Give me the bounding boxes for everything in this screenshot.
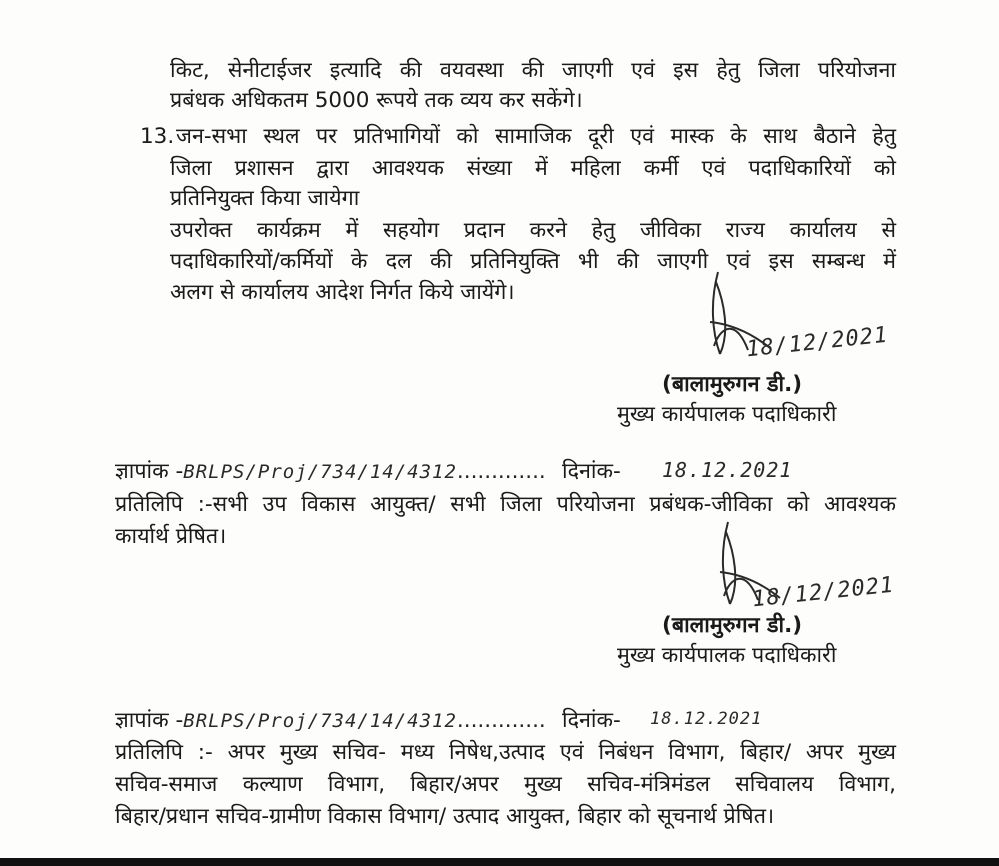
handwritten-date: 18/12/2021 (745, 322, 890, 363)
copy-line: सचिव-समाज कल्याण विभाग, बिहार/अपर मुख्य सचिव-मंत्रिमंडल सचिवालय विभाग, (115, 772, 896, 797)
handwritten-date: 18/12/2021 (751, 572, 896, 613)
item-line: जन-सभा स्थल पर प्रतिभागियों को सामाजिक दूरी एवं मास्क के साथ बैठाने हेतु (176, 124, 896, 149)
memo-label-text: ज्ञापांक - (115, 459, 184, 484)
signatory-name: (बालामुरुगन डी.) (662, 613, 803, 638)
memo-number: BRLPS/Proj/734/14/4312 (183, 710, 457, 732)
copy-line: कार्यार्थ प्रेषित। (115, 524, 227, 549)
memo-date: 18.12.2021 (662, 458, 793, 482)
signatory-designation: मुख्य कार्यपालक पदाधिकारी (617, 402, 837, 427)
copy-line: प्रतिलिपि :-सभी उप विकास आयुक्त/ सभी जिला परियोजना प्रबंधक-जीविका को आवश्यक (115, 492, 896, 517)
copy-line: प्रतिलिपि :- अपर मुख्य सचिव- मध्य निषेध,उत्पाद एवं निबंधन विभाग, बिहार/ अपर मुख्य (115, 740, 896, 765)
memo-label (115, 457, 546, 487)
para-line: प्रबंधक अधिकतम 5000 रूपये तक व्यय कर सकेंगे। (170, 88, 583, 113)
dotted-filler: ............. (456, 459, 546, 484)
date-label: दिनांक- (562, 708, 621, 733)
item-line: उपरोक्त कार्यक्रम में सहयोग प्रदान करने हेतु जीविका राज्य कार्यालय से (170, 218, 896, 243)
memo-label-text: ज्ञापांक - (115, 708, 184, 733)
copy-line: बिहार/प्रधान सचिव-ग्रामीण विकास विभाग/ उत्पाद आयुक्त, बिहार को सूचनार्थ प्रेषित। (115, 804, 775, 829)
memo-date: 18.12.2021 (650, 709, 763, 729)
dotted-filler: ............. (456, 708, 546, 733)
item-number: 13. (140, 124, 175, 149)
bottom-edge (0, 858, 999, 866)
item-line: अलग से कार्यालय आदेश निर्गत किये जायेंगे। (170, 280, 515, 305)
item-line: पदाधिकारियों/कर्मियों के दल की प्रतिनियुक्ति भी की जाएगी एवं इस सम्बन्ध में (170, 249, 896, 274)
signatory-designation: मुख्य कार्यपालक पदाधिकारी (617, 643, 837, 668)
signatory-name: (बालामुरुगन डी.) (662, 372, 803, 397)
memo-label (115, 706, 546, 736)
item-line: प्रतिनियुक्त किया जायेगा (170, 186, 360, 211)
date-label: दिनांक- (562, 459, 621, 484)
para-line: किट, सेनीटाईजर इत्यादि की वयवस्था की जाएगी एवं इस हेतु जिला परियोजना (170, 58, 896, 83)
memo-number: BRLPS/Proj/734/14/4312 (183, 461, 457, 483)
item-line: जिला प्रशासन द्वारा आवश्यक संख्या में महिला कर्मी एवं पदाधिकारियों को (170, 156, 896, 181)
